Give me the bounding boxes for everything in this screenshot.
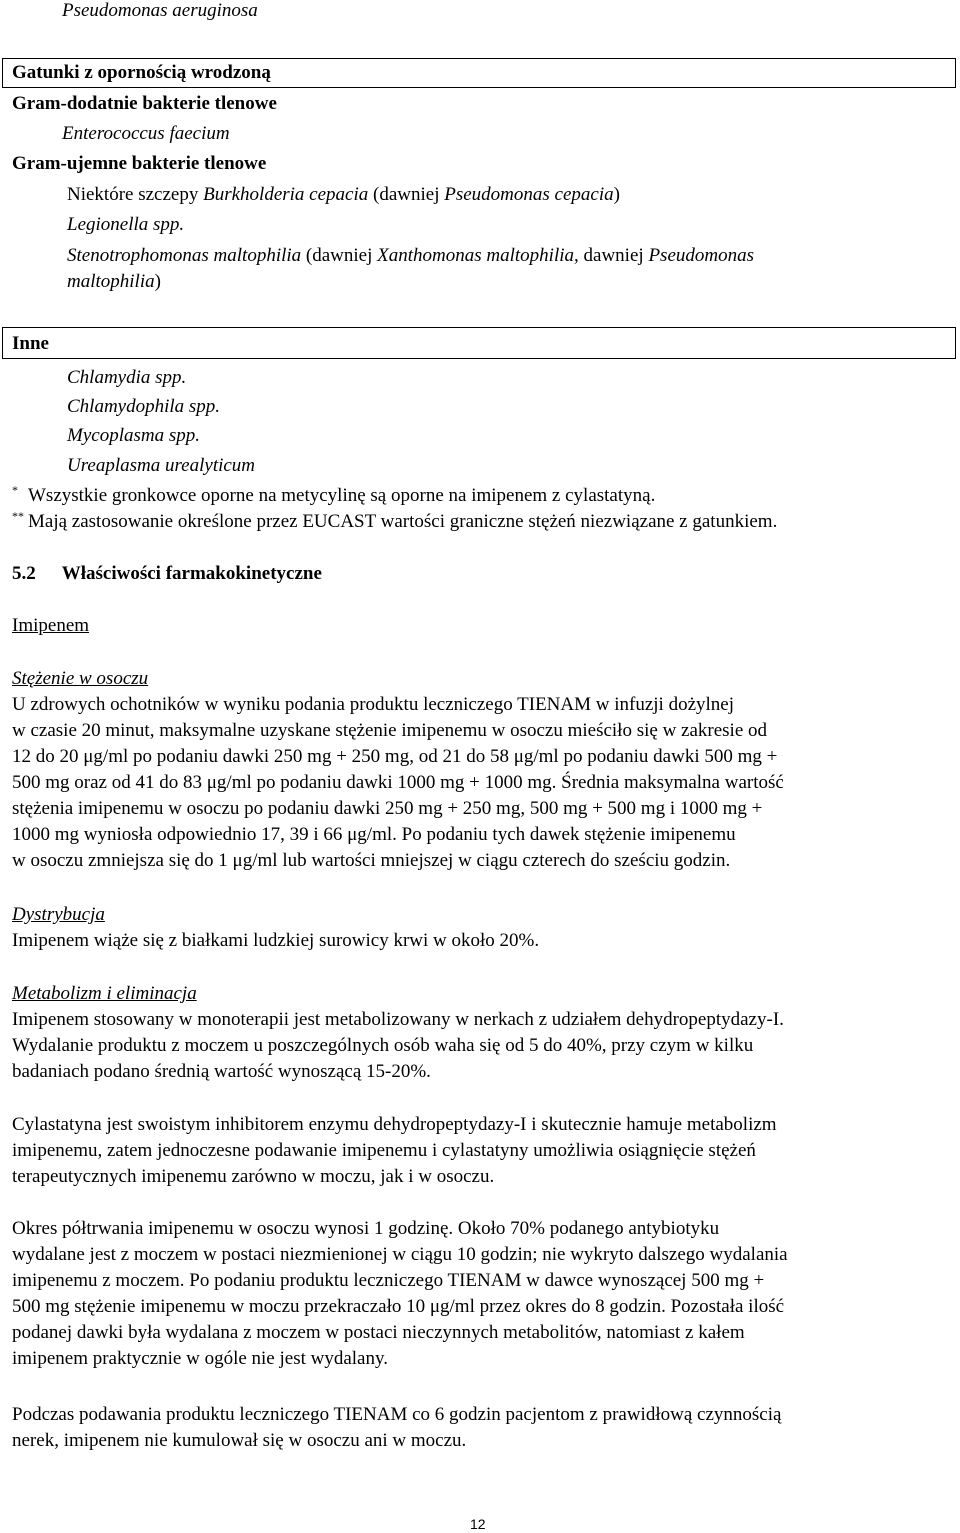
metabolism-heading: Metabolizm i eliminacja <box>12 983 197 1004</box>
organism-stenotrophomonas-line: Stenotrophomonas maltophilia (dawniej Xanthomonas maltophilia, dawniej Pseudomonas <box>67 245 754 266</box>
section-heading <box>12 563 322 585</box>
concentration-paragraph: U zdrowych ochotników w wyniku podania produktu leczniczego TIENAM w infuzji dożylnej w czasie 20 minut, maksymalne uzyskane stężenie imipenemu w osoczu mieściło się w zakresie od 12 do 20 μg/ml po podaniu dawki 250 mg + 250 mg, od 21 do 58 μg/ml po podaniu dawki 500 mg + 500 mg oraz od 41 do 83 μg/ml po podaniu dawki 1000 mg + 1000 mg. Średnia maksymalna wartość stężenia imipenemu w osoczu po podaniu dawki 250 mg + 250 mg, 500 mg + 500 mg i 1000 mg + 1000 mg wyniosła odpowiednio 17, 39 i 66 μg/ml. Po podaniu tych dawek stężenie imipenemu w osoczu zmniejsza się do 1 μg/ml lub wartości mniejszej w ciągu czterech do sześciu godzin. <box>12 694 784 871</box>
footnote-2 <box>12 511 777 533</box>
imipenem-heading: Imipenem <box>12 615 90 636</box>
organism-chlamydophila: Chlamydophila spp. <box>67 396 221 417</box>
distribution-paragraph: Imipenem wiąże się z białkami ludzkiej surowicy krwi w około 20%. <box>12 930 540 951</box>
organism-enterococcus-faecium: Enterococcus faecium <box>62 123 230 144</box>
final-paragraph: Podczas podawania produktu leczniczego TIENAM co 6 godzin pacjentom z prawidłową czynnością nerek, imipenem nie kumulował się w osoczu ani w moczu. <box>12 1404 782 1451</box>
concentration-heading: Stężenie w osoczu <box>12 668 149 689</box>
section-title: Właściwości farmakokinetyczne <box>61 563 322 584</box>
organism-mycoplasma: Mycoplasma spp. <box>67 425 200 446</box>
other-header-box <box>2 327 956 359</box>
organism-stenotrophomonas-line-cont: maltophilia) <box>67 271 161 292</box>
organism-ureaplasma: Ureaplasma urealyticum <box>67 455 256 476</box>
resistant-species-header: Gatunki z opornością wrodzoną <box>12 62 271 83</box>
organism-legionella: Legionella spp. <box>67 214 185 235</box>
footnote-2-mark: ** <box>12 509 24 523</box>
gram-negative-header: Gram-ujemne bakterie tlenowe <box>12 153 267 174</box>
section-number: 5.2 <box>12 563 36 584</box>
gram-positive-header: Gram-dodatnie bakterie tlenowe <box>12 93 277 114</box>
page-number: 12 <box>470 1516 486 1532</box>
organism-chlamydia: Chlamydia spp. <box>67 367 187 388</box>
organism-pseudomonas-aeruginosa: Pseudomonas aeruginosa <box>62 0 258 21</box>
organism-burkholderia-line: Niektóre szczepy Burkholderia cepacia (dawniej Pseudomonas cepacia) <box>67 184 620 205</box>
cilastatin-paragraph: Cylastatyna jest swoistym inhibitorem enzymu dehydropeptydazy-I i skutecznie hamuje metabolizm imipenemu, zatem jednoczesne podawanie imipenemu i cylastatyny umożliwia osiągnięcie stężeń terapeutycznych imipenemu zarówno w moczu, jak i w osoczu. <box>12 1114 777 1187</box>
footnote-2-text: Mają zastosowanie określone przez EUCAST wartości graniczne stężeń niezwiązane z gatunkiem. <box>28 511 778 532</box>
footnote-1-text: Wszystkie gronkowce oporne na metycylinę są oporne na imipenem z cylastatyną. <box>28 485 656 506</box>
footnote-1 <box>12 485 655 507</box>
footnote-1-mark: * <box>12 483 18 497</box>
other-header: Inne <box>12 333 49 354</box>
metabolism-paragraph: Imipenem stosowany w monoterapii jest metabolizowany w nerkach z udziałem dehydropeptydazy-I. Wydalanie produktu z moczem u poszczególnych osób waha się od 5 do 40%, przy czym w kilku badaniach podano średnią wartość wynoszącą 15-20%. <box>12 1009 784 1082</box>
distribution-heading: Dystrybucja <box>12 904 105 925</box>
halflife-paragraph: Okres półtrwania imipenemu w osoczu wynosi 1 godzinę. Około 70% podanego antybiotyku wydalane jest z moczem w postaci niezmienionej w ciągu 10 godzin; nie wykryto dalszego wydalania imipenemu z moczem. Po podaniu produktu leczniczego TIENAM w dawce wynoszącej 500 mg + 500 mg stężenie imipenemu w moczu przekraczało 10 μg/ml przez okres do 8 godzin. Pozostała ilość podanej dawki była wydalana z moczem w postaci nieczynnych metabolitów, natomiast z kałem imipenem praktycznie w ogóle nie jest wydalany. <box>12 1218 788 1369</box>
